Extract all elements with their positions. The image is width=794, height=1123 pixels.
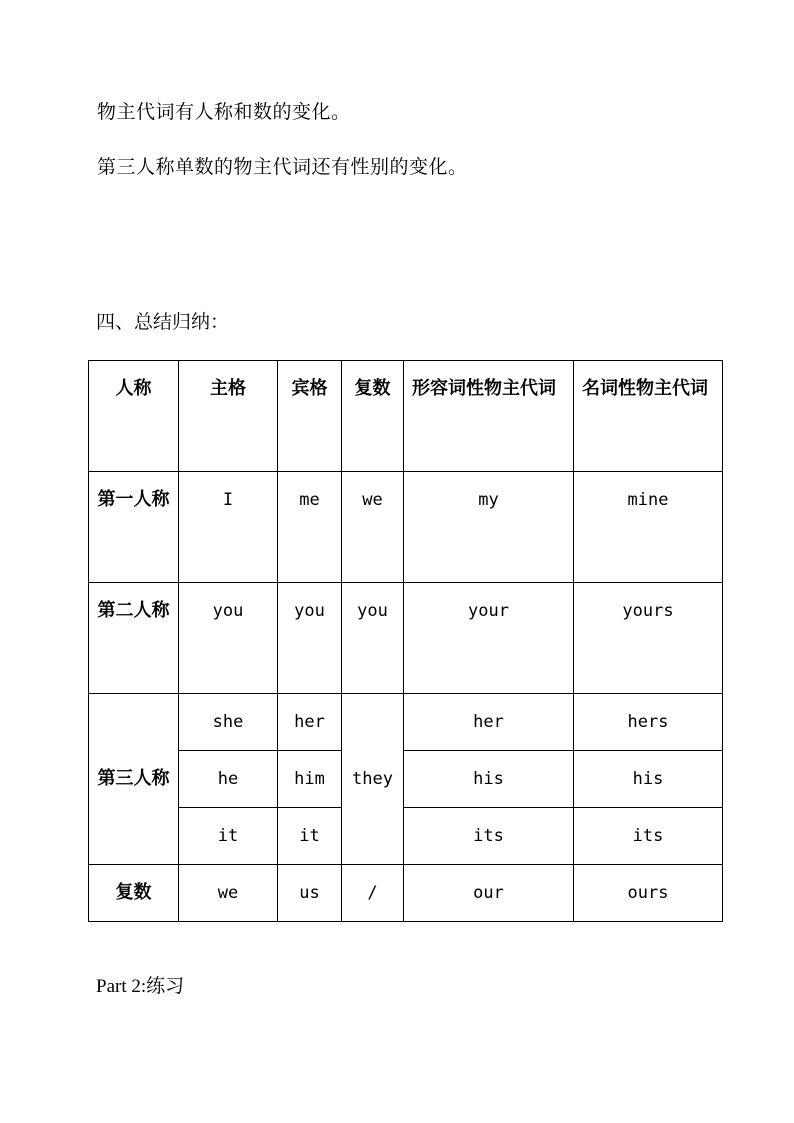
cell-noun-possessive: yours — [574, 583, 723, 694]
cell-noun-possessive: its — [574, 808, 723, 865]
cell-noun-possessive: his — [574, 751, 723, 808]
header-cell-object: 宾格 — [278, 361, 342, 472]
cell-noun-possessive: hers — [574, 694, 723, 751]
header-cell-adjective-possessive: 形容词性物主代词 — [404, 361, 574, 472]
cell-plural: we — [342, 472, 404, 583]
table-row-third-person-it — [89, 808, 723, 865]
cell-subject: we — [179, 865, 278, 922]
pronoun-table — [88, 360, 723, 922]
cell-plural-third-person: they — [342, 694, 404, 865]
table-row-third-person-he — [89, 751, 723, 808]
cell-object: me — [278, 472, 342, 583]
cell-subject: I — [179, 472, 278, 583]
header-cell-noun-possessive: 名词性物主代词 — [574, 361, 723, 472]
cell-object: it — [278, 808, 342, 865]
row-label-plural: 复数 — [89, 865, 179, 922]
part2-heading: Part 2:练习 — [96, 976, 185, 997]
header-cell-plural: 复数 — [342, 361, 404, 472]
table-row-first-person — [89, 472, 723, 583]
header-cell-person: 人称 — [89, 361, 179, 472]
cell-plural: / — [342, 865, 404, 922]
intro-line-2: 第三人称单数的物主代词还有性别的变化。 — [97, 156, 468, 178]
cell-adjective-possessive: his — [404, 751, 574, 808]
cell-adjective-possessive: her — [404, 694, 574, 751]
table-row-third-person-she — [89, 694, 723, 751]
cell-adjective-possessive: my — [404, 472, 574, 583]
row-label-first-person: 第一人称 — [89, 472, 179, 583]
header-cell-subject: 主格 — [179, 361, 278, 472]
cell-object: him — [278, 751, 342, 808]
cell-subject: you — [179, 583, 278, 694]
cell-subject: she — [179, 694, 278, 751]
cell-noun-possessive: ours — [574, 865, 723, 922]
cell-noun-possessive: mine — [574, 472, 723, 583]
cell-adjective-possessive: our — [404, 865, 574, 922]
table-header-row — [89, 361, 723, 472]
row-label-third-person: 第三人称 — [89, 694, 179, 865]
intro-line-1: 物主代词有人称和数的变化。 — [97, 101, 351, 123]
cell-object: us — [278, 865, 342, 922]
cell-plural: you — [342, 583, 404, 694]
cell-subject: it — [179, 808, 278, 865]
cell-adjective-possessive: your — [404, 583, 574, 694]
cell-adjective-possessive: its — [404, 808, 574, 865]
cell-object: her — [278, 694, 342, 751]
cell-object: you — [278, 583, 342, 694]
cell-subject: he — [179, 751, 278, 808]
section-heading: 四、总结归纳： — [96, 311, 230, 333]
table-row-second-person — [89, 583, 723, 694]
row-label-second-person: 第二人称 — [89, 583, 179, 694]
table-row-plural — [89, 865, 723, 922]
